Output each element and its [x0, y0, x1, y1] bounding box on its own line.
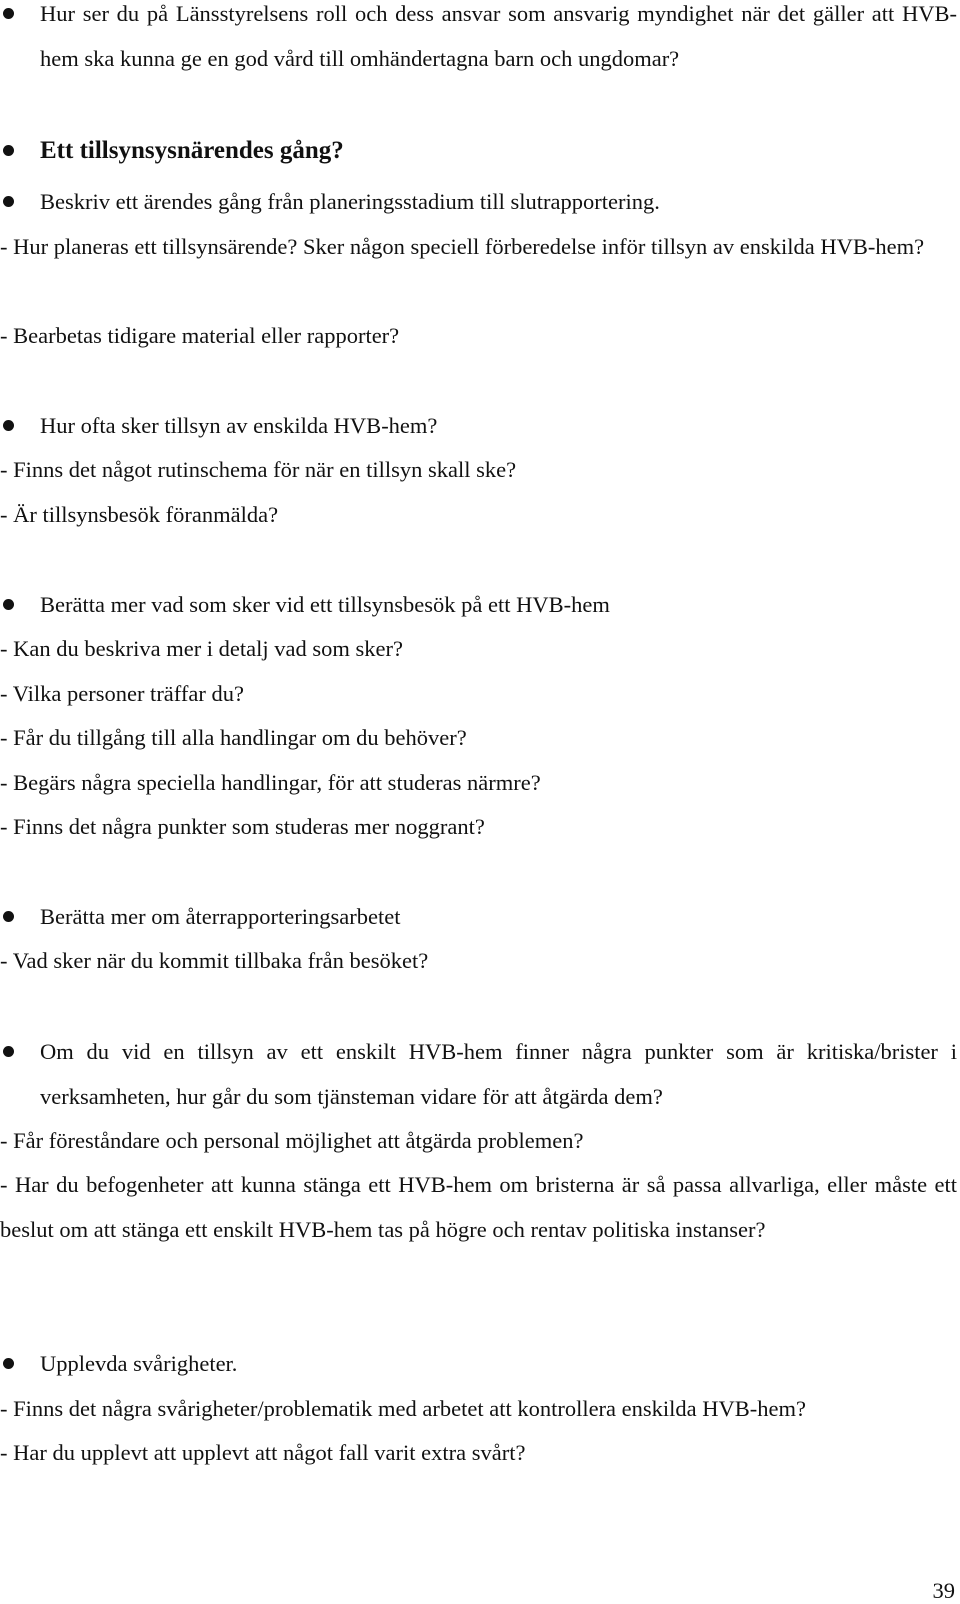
question-bullet — [0, 1341, 957, 1386]
page-number: 39 — [932, 1578, 955, 1603]
sub-question: - Bearbetas tidigare material eller rapporter? — [0, 323, 400, 348]
sub-question: - Får föreståndare och personal möjlighet att åtgärda problemen? — [0, 1128, 584, 1153]
question-bullet — [0, 179, 957, 224]
bullet-icon — [3, 420, 14, 431]
bullet-icon — [3, 1046, 14, 1057]
section-heading: Ett tillsynsysnärendes gång? — [40, 137, 344, 164]
question-text: Hur ofta sker tillsyn av enskilda HVB-hem? — [40, 413, 438, 438]
question-text: Om du vid en tillsyn av ett enskilt HVB-hem finner några punkter som är kritiska/brister i verksamheten, hur går du som tjänsteman vidare för att åtgärda dem? — [40, 1039, 957, 1109]
question-bullet — [0, 1029, 957, 1119]
question-bullet — [0, 582, 957, 627]
bullet-icon — [3, 599, 14, 610]
question-text: Beskriv ett ärendes gång från planeringsstadium till slutrapportering. — [40, 189, 660, 214]
sub-question: - Begärs några speciella handlingar, för att studeras närmre? — [0, 770, 541, 795]
bullet-icon — [3, 911, 14, 922]
bullet-icon — [3, 196, 14, 207]
question-text: Upplevda svårigheter. — [40, 1351, 238, 1376]
question-text: Berätta mer vad som sker vid ett tillsynsbesök på ett HVB-hem — [40, 592, 610, 617]
bullet-icon — [3, 1358, 14, 1369]
question-bullet — [0, 0, 957, 81]
sub-question: - Har du befogenheter att kunna stänga ett HVB-hem om bristerna är så passa allvarliga, eller måste ett beslut om att stänga ett enskilt HVB-hem tas på högre och rentav politiska instanser? — [0, 1172, 957, 1242]
sub-question: - Kan du beskriva mer i detalj vad som sker? — [0, 636, 404, 661]
sub-question: - Är tillsynsbesök föranmälda? — [0, 502, 279, 527]
bullet-icon — [3, 145, 14, 156]
sub-question: - Finns det några svårigheter/problematik med arbetet att kontrollera enskilda HVB-hem? — [0, 1396, 806, 1421]
sub-question: - Får du tillgång till alla handlingar om du behöver? — [0, 725, 467, 750]
sub-question: - Vilka personer träffar du? — [0, 681, 244, 706]
question-text: Berätta mer om återrapporteringsarbetet — [40, 904, 401, 929]
sub-question: - Har du upplevt att upplevt att något fall varit extra svårt? — [0, 1440, 526, 1465]
bullet-icon — [3, 8, 14, 19]
sub-question: - Vad sker när du kommit tillbaka från besöket? — [0, 948, 429, 973]
section-heading-bullet — [0, 128, 957, 173]
question-bullet — [0, 894, 957, 939]
sub-question: - Hur planeras ett tillsynsärende? Sker någon speciell förberedelse inför tillsyn av enskilda HVB-hem? — [0, 234, 925, 259]
sub-question: - Finns det något rutinschema för när en tillsyn skall ske? — [0, 457, 517, 482]
sub-question: - Finns det några punkter som studeras mer noggrant? — [0, 814, 485, 839]
question-bullet — [0, 403, 957, 448]
question-text: Hur ser du på Länsstyrelsens roll och dess ansvar som ansvarig myndighet när det gäller att HVB-hem ska kunna ge en god vård till omhändertagna barn och ungdomar? — [40, 1, 957, 71]
